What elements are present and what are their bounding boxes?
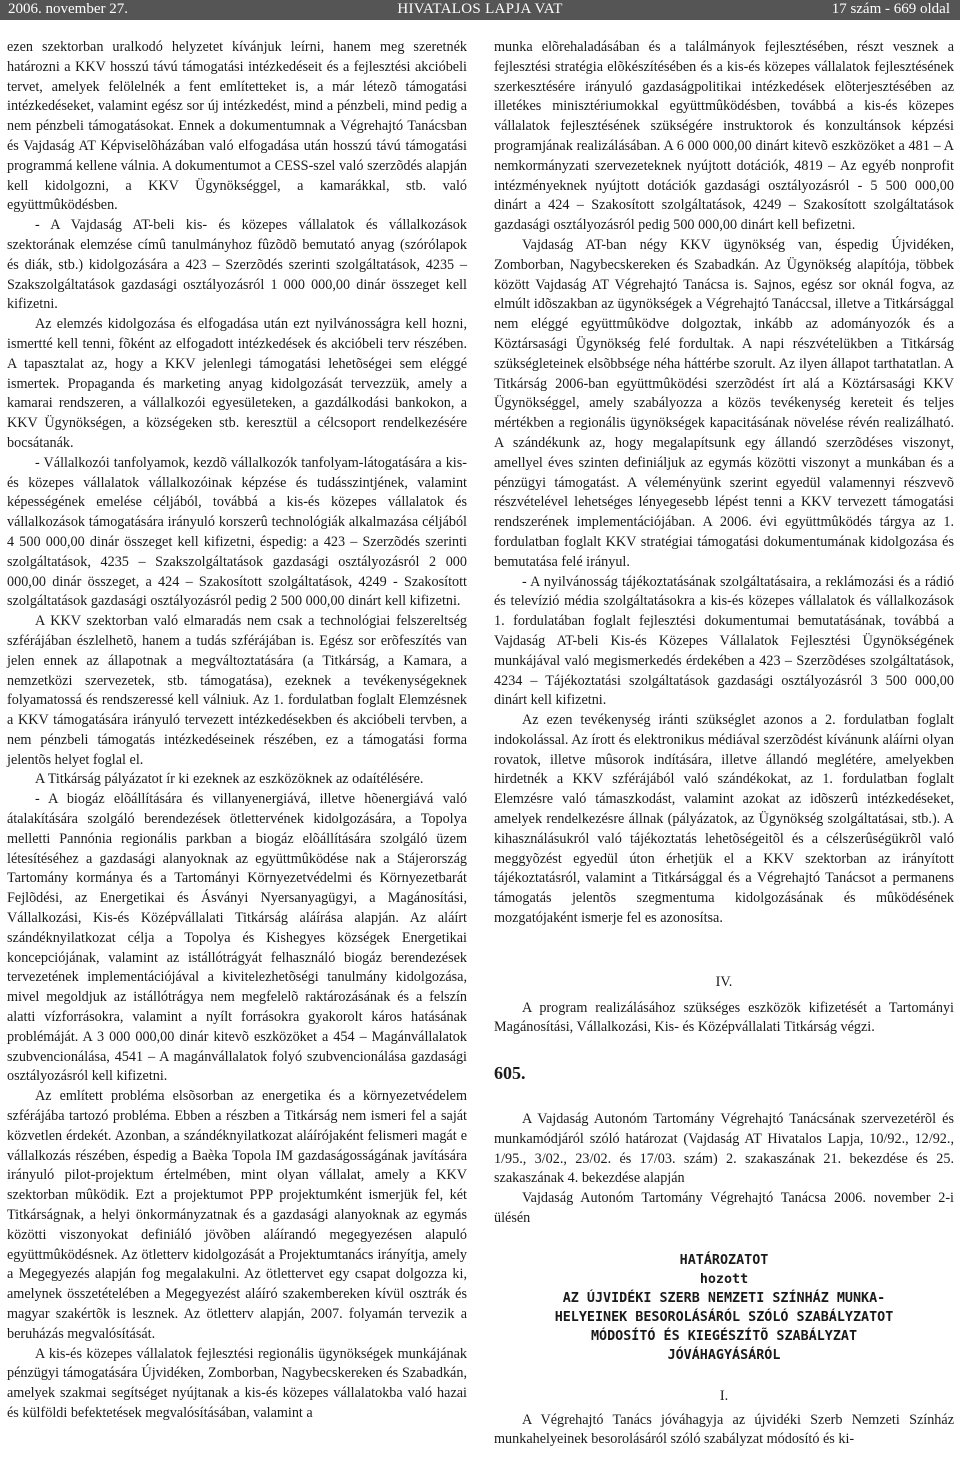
section-iv-text: A program realizálásához szükséges eszközök kifizetését a Tartományi Magánosítási, Vállalkozási, Kis- és Középvállalati Titkárság végzi. (494, 999, 954, 1036)
paragraph: Az említett probléma elsõsorban az energetika és a környezetvédelem szférájába tartozó probléma. Ebben a részben a Titkárság nem ismeri fel a saját közvetlen érdekét. Azonban, a szándéknyilatkozat aláírójaként felismeri magát e vállalkozás részében, éspedig a Baèka Topola IM gazdaságosságának javítására irányuló pilot-projektum értelmében, mint olyan vállalat, amely a KKV szektorban mûködik. Ezt a projektumot PPP projektumként ismerjük fel, két Titkárságnak, a helyi önkormányzatnak és a gazdasági alanyoknak az egymás közötti viszonyokat definiáló jövõben aláírandó megegyezésen alapuló együttmûködésnek. Az ötletterv kidolgozását a Projektumtanács irányítja, amely a Megegyezés alapján fog megalakulni. Az ötlettervet egy csapat dolgozza ki, amelynek összetételében a Megegyezést aláíró szakembereken kívül osztrák és magyar szakértõk is lesznek. Az ötletterv alapján, 2007. folyamán tervezik a beruházás megvalósítását. (7, 1088, 467, 1342)
decree-number: 605. (494, 1063, 526, 1084)
paragraph: - A biogáz elõállítására és villanyenergiává, illetve hõenergiává való átalakítására szolgáló berendezések ötlettervének kidolgozására, a Topolya melletti Pannónia regionális parkban a biogáz elõállítására szolgáló üzem létesítéséhez a gazdasági alanyoknak az együttmûködése nak a Stájerország Tartomány kormánya és a Tartományi Környezetvédelmi és Környezetbarát Fejlõdési, az Energetikai és Ásványi Nyersanyagügyi, a Magánosítási, Vállalkozási, Kis-és Középvállalati Titkárság aláírása alapján. Az aláírt szándéknyilatkozat célja a Topolya és Kishegyes községek Energetikai koncepciójának, valamint az istállótrágyát felhasználó biogáz berendezések tervezetének implementációjával a kivitelezhetõségi tanulmány kidolgozása, mivel megoldjuk az istállótrágya nem megfelelõ raktározásának és a felszín alatti vízforrásokra, valamint a nyílt forrásokra gyakorolt káros hatásának problémáját. A 3 000 000,00 dinár kitevõ eszközöket a 454 – Magánvállalatok szubvencionálása, 4541 – A magánvállalatok folyó szubvencionálása gazdasági osztályozásról kell kifizetni. (7, 791, 467, 1085)
page-header (0, 0, 960, 20)
paragraph: - A nyilvánosság tájékoztatásának szolgáltatásaira, a reklámozási és a rádió és televízió média szolgáltatásokra a kis-és közepes vállalatok és vállalkozások 1. fordulatában foglalt fejlesztési dokumentumai bemutatásának, továbbá a Vajdaság AT-beli Kis-és Közepes Vállalatok Fejlesztési Ügynökségének munkájával való megismerkedés érdekében a 423 – Szerzõdéses szolgáltatások, 4234 – Tájékoztatási szolgáltatások gazdasági osztályozásról 3 500 000,00 dinárt kell kifizetni. (494, 573, 954, 709)
paragraph: munka elõrehaladásában és a találmányok fejlesztésében, részt vesznek a fejlesztési stratégia elõkészítésében és a kis-és közepes vállalatok fejlesztésének szerkesztésére irányuló gazdaságpolitikai intézkedések elõterjesztésében az illetékes minisztériumokkal együttmûködésben, továbbá a kis-és közepes vállalatok fejlesztésének szükségére instruktorok és konzultánsok képzési programjának realizálásában. A 6 000 000,00 dinárt kitevõ eszközöket a 481 – A nemkormányzati szervezeteknek nyújtott dotációk, 4819 – Az egyéb nonprofit intézményeknek nyújtott dotációk gazdasági osztályozásról - 5 500 000,00 dinárt a 424 – Szakosított szolgáltatások, 4249 – Szakosított szolgáltatások gazdasági osztályozásról pedig 500 000,00 dinárt kell befizetni. (494, 39, 954, 234)
decree-title-line: AZ ÚJVIDÉKI SZERB NEMZETI SZÍNHÁZ MUNKA- (562, 1290, 886, 1306)
decree-first-paragraph: A Végrehajtó Tanács jóváhagyja az újvidéki Szerb Nemzeti Színház munkahelyeinek besorolásáról szóló szabályzat módosító és ki- (494, 1411, 954, 1448)
paragraph: Az ezen tevékenység iránti szükséglet azonos a 2. fordulatban foglalt indokolással. Az írott és elektronikus médiával szerzõdést kívánunk aláírni olyan rovatok, illetve mûsorok indítására, illetve állandó meglétére, amelyekben hirdetnék a KKV szférájából való szándékokat, az 1. fordulatban foglalt Elemzésre való támaszkodást, valamint azokat az idõszerû intézkedéseket, amelyek rendelkezésre állnak (pályázatok, az Ügynökség szolgáltatásai, stb.). A kihasználásukról való tájékoztatás lehetõségeitõl és a célszerûségükrõl való meggyõzést egyedül úton érhetjük el a KKV szektorban az irányított tájékoztatásról, valamint a Titkársággal és a Végrehajtó Tanácsot a permanens támogatás jelentõs szegmentuma kidolgozásának és mûködésének mozgatójaként ismerje fel es azonosítsa. (494, 712, 954, 927)
decree-title-sub: hozott (699, 1271, 749, 1287)
decree-title-block (494, 1251, 954, 1365)
publication-title: HIVATALOS LAPJA VAT (397, 1, 563, 17)
paragraph: - A Vajdaság AT-beli kis- és közepes vállalatok és vállalkozások szektorának elemzése címû tanulmányhoz fûzõdõ bemutató anyag (szórólapok és diák, stb.) kidolgozására a 423 – Szerzõdés szerinti szolgáltatások, 4235 – Szakszolgáltatások gazdasági osztályozásról 1 000 000,00 dinár összeget kell kifizetni. (7, 217, 467, 313)
decree-title-line: MÓDOSÍTÓ ÉS KIEGÉSZÍTÕ SZABÁLYZAT (590, 1328, 858, 1344)
decree-session: Vajdaság Autonóm Tartomány Végrehajtó Tanácsa 2006. november 2-i ülésén (494, 1190, 954, 1227)
paragraph: A KKV szektorban való elmaradás nem csak a technológiai felszereltség szférájában észlelhetõ, hanem a tudás szférájában is. Egész sor erõfeszítés van jelen ennek az állapotnak a megváltoztatására (a Titkárság, a Kamara, a nemzetközi szervezetek, stb. támogatása), ezeknek a tevékenységeknek folyamatossá és rendszeressé kell válniuk. Az 1. fordulatban foglalt Elemzésnek a KKV támogatására irányuló tervezett intézkedésekben és akcióbeli tervben, a nem pénzbeli támogatás intézkedéseinek részében, ez a támogatási forma jelentõs helyet foglal el. (7, 613, 467, 768)
paragraph: A kis-és közepes vállalatok fejlesztési regionális ügynökségek munkájának pénzügyi támogatására Újvidéken, Zomborban, Nagybecskereken és Szabadkán, amelyek szakmai segítséget nyújtanak a kis-és közepes vállalatokba való hazai és külföldi befektetések megvalósításában, valamint a (7, 1345, 467, 1421)
paragraph: Az elemzés kidolgozása és elfogadása után ezt nyilvánosságra kell hozni, ismertté kell tenni, fõként az elfogadott intézkedések és akcióbeli terv részében. A tapasztalat az, hogy a KKV jelenlegi támogatási lehetõségei sem eléggé ismertek. Propaganda és marketing anyag kidolgozását tervezzük, amely a kamarai rendszeren, a vállalkozói egyesületeken, a gazdálkodási bankokon, a KKV Ügynökségen, a községeken stb. keresztül a célcsoport rendelkezésére bocsátanák. (7, 316, 467, 451)
right-column (494, 38, 954, 1450)
decree-title-line: HELYEINEK BESOROLÁSÁRÓL SZÓLÓ SZABÁLYZATOT (554, 1309, 894, 1325)
paragraph: Vajdaság AT-ban négy KKV ügynökség van, éspedig Újvidéken, Zomborban, Nagybecskereken és Szabadkán. Az Ügynökség alapítója, többek között Vajdaság AT Végrehajtó Tanácsa is. Sajnos, egész sor oknál fogva, az elmúlt idõszakban az ügynökségek a Végrehajtó Tanáccsal, illetve a Titkársággal nem eléggé együttmûködve dolgoztak, inkább az adományozók és a Köztársasági Ügynökség felé fordultak. A napi részvételükben a Titkárság szükségleteinek elsõbbsége néha háttérbe szorult. Az ilyen állapot tarthatatlan. A Titkárság 2006-ban együttmûködési szerzõdést írt alá a Köztársasági KKV Ügynökséggel, amely szabályozza a közös tevékenység kereteit és teljes mértékben a regionális ügynökségek kapacitásának növelése révén realizálható. A szándékunk az, hogy megalapítsunk egy állandó szerzõdéses viszonyt, amellyel éves szinten definiáljuk az egymás közötti viszonyt a munkában és a pénzügyi támogatást. A véleményünk szerint egyedül valamennyi részvevõ részvételével lehetséges lényegesebb lépést tenni a KKV tervezett támogatási rendszerének implementációjában. A 2006. évi együttmûködés tárgya az 1. fordulatban foglalt KKV stratégiai támogatási dokumentumának kidolgozása és bemutatása felé irányul. (494, 236, 954, 570)
paragraph: A Titkárság pályázatot ír ki ezeknek az eszközöknek az odaítélésére. (35, 771, 424, 788)
left-column (7, 38, 467, 1424)
section-heading-i: I. (719, 1387, 729, 1404)
section-heading-iv: IV. (715, 973, 733, 990)
decree-title-word: HATÁROZATOT (679, 1252, 769, 1268)
paragraph: ezen szektorban uralkodó helyzetet kívánjuk leírni, hanem meg szeretnék határozni a KKV hosszú távú támogatási intézkedéseit és a fejlesztési akcióbeli tervet, amelyek felölelnék a fent említetteket is, a már létezõ támogatási intézkedéseket, valamint egész sor új intézkedést, mind a pénzbeli, mind pedig a nem pénzbeli támogatásokat. Ennek a dokumentumnak a Végrehajtó Tanácsban és Vajdaság AT Képviselõházában való elfogadása után hosszú távú támogatási programmá kellene válnia. A dokumentumot a CESS-szel való szerzõdés alapján kell kidolgozni, a KKV Ügynökséggel, a kamarákkal, stb. való együttmûködésben. (7, 39, 467, 214)
issue-date: 2006. november 27. (8, 1, 128, 17)
decree-preamble: A Vajdaság Autonóm Tartomány Végrehajtó Tanácsának szervezetérõl és munkamódjáról szóló határozat (Vajdaság AT Hivatalos Lapja, 10/92., 12/92., 1/95., 3/02., 23/02. és 17/03. szám) 2. szakaszának 21. bekezdése és 25. szakaszának 4. bekezdése alapján (494, 1111, 954, 1187)
decree-title-line: JÓVÁHAGYÁSÁRÓL (667, 1347, 781, 1363)
issue-page-number: 17 szám - 669 oldal (831, 1, 950, 17)
paragraph: - Vállalkozói tanfolyamok, kezdõ vállalkozók tanfolyam-látogatására a kis-és közepes vállalatok vállalkozóinak képzése és tudásszintjének, valamint képességének emelése céljából, továbbá a kis-és közepes vállalatok és vállalkozások támogatására irányuló korszerû technológiák alkalmazása céljából 4 500 000,00 dinár összeget kell kifizetni, éspedig: a 423 – Szerzõdés szerinti szolgáltatások, 4235 – Szakszolgáltatások gazdasági osztályozásról 2 000 000,00 dinár összeget, a 424 – Szakosított szolgáltatások, 4249 - Szakosított szolgáltatások gazdasági osztályozásról pedig 2 500 000,00 dinárt kell kifizetni. (7, 454, 467, 610)
